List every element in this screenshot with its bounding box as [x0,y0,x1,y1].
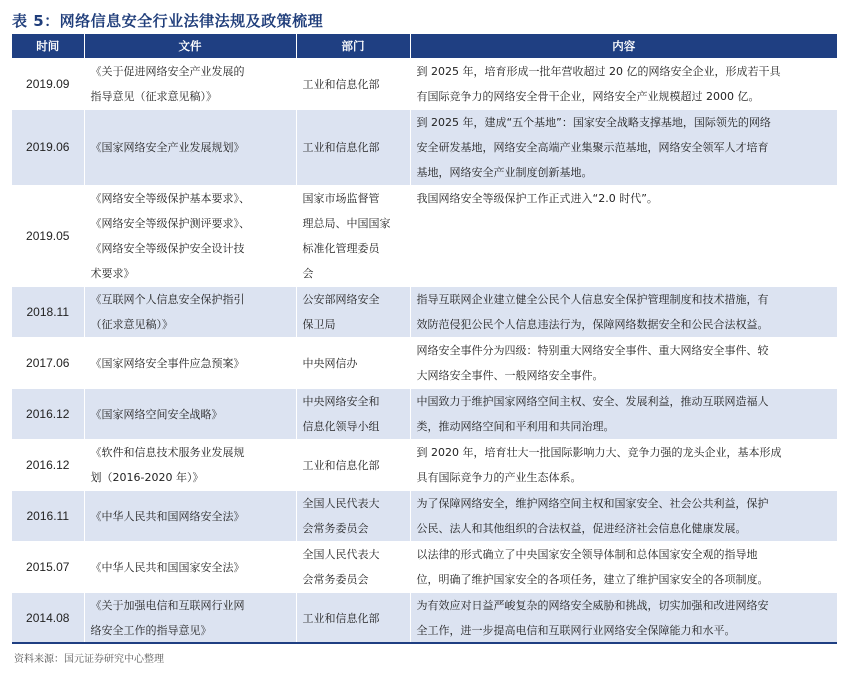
document-line: 《网络安全等级保护安全设计技 [90,242,245,255]
cell-content [410,186,837,287]
cell-time: 2019.06 [12,110,84,186]
source-note: 资料来源：国元证券研究中心整理 [14,654,164,665]
table-body [12,59,837,644]
cell-content [410,491,837,542]
document-line: 络安全工作的指导意见》 [90,624,212,637]
content-line: 到 2025 年，建成“五个基地”：国家安全战略支撑基地，国际领先的网络 [416,116,771,129]
cell-document [84,186,296,287]
content-line: 公民、法人和其他组织的合法权益，促进经济社会信息化健康发展。 [416,522,747,535]
department-line: 公安部网络安全 [302,293,380,306]
cell-department [296,542,410,593]
cell-time: 2016.12 [12,389,84,440]
content-line: 大网络安全事件、一般网络安全事件。 [416,369,604,382]
document-line: 《网络安全等级保护测评要求》、 [90,217,250,230]
table-row [12,542,837,593]
cell-department [296,186,410,287]
header-department: 部门 [296,34,410,59]
policy-table [12,34,837,643]
department-line: 理总局、中国国家 [302,217,391,230]
document-line: 《国家网络安全事件应急预案》 [90,356,245,370]
document-line: （征求意见稿）》 [90,318,173,331]
content-line: 到 2020 年，培育壮大一批国际影响力大、竞争力强的龙头企业，基本形成 [416,446,782,459]
department-line: 会常务委员会 [302,522,369,535]
department-line: 工业和信息化部 [302,458,380,472]
cell-document [84,389,296,440]
department-line: 中央网络安全和 [302,395,380,408]
cell-time: 2016.11 [12,491,84,542]
header-content: 内容 [410,34,837,59]
cell-document [84,542,296,593]
content-line: 为了保障网络安全，维护网络空间主权和国家安全、社会公共利益，保护 [416,497,769,510]
document-line: 《中华人民共和国网络安全法》 [90,509,245,523]
table-row [12,338,837,389]
department-line: 中央网信办 [302,356,358,370]
cell-document [84,287,296,338]
department-line: 工业和信息化部 [302,141,380,154]
table-row [12,186,837,287]
cell-document [84,440,296,491]
cell-department [296,287,410,338]
cell-content [410,110,837,186]
department-line: 标准化管理委员 [302,242,380,255]
document-line: 《关于促进网络安全产业发展的 [90,65,245,78]
content-line: 类，推动网络空间和平利用和共同治理。 [416,420,615,433]
department-line: 信息化领导小组 [302,420,380,433]
document-line: 《国家网络空间安全战略》 [90,407,223,421]
cell-time: 2019.09 [12,59,84,110]
table-row [12,491,837,542]
content-line: 网络安全事件分为四级：特别重大网络安全事件、重大网络安全事件、较 [416,344,769,357]
document-line: 术要求》 [90,267,135,280]
cell-document [84,593,296,644]
content-line: 效防范侵犯公民个人信息违法行为，保障网络数据安全和公民合法权益。 [416,318,769,331]
department-line: 工业和信息化部 [302,77,380,91]
document-line: 《中华人民共和国国家安全法》 [90,560,245,574]
cell-content [410,59,837,110]
cell-content [410,389,837,440]
table-row [12,287,837,338]
cell-time: 2018.11 [12,287,84,338]
cell-department [296,338,410,389]
cell-content [410,287,837,338]
cell-department [296,110,410,186]
document-line: 《关于加强电信和互联网行业网 [90,599,245,612]
document-line: 指导意见（征求意见稿）》 [90,90,217,103]
content-line: 指导互联网企业建立健全公民个人信息安全保护管理制度和技术措施，有 [416,293,769,306]
cell-time: 2015.07 [12,542,84,593]
bottom-divider [12,642,837,644]
cell-department [296,593,410,644]
table-row [12,59,837,110]
cell-time: 2017.06 [12,338,84,389]
department-line: 全国人民代表大 [302,497,380,510]
document-line: 《互联网个人信息安全保护指引 [90,293,245,306]
department-line: 保卫局 [302,318,336,331]
cell-document [84,338,296,389]
cell-time: 2019.05 [12,186,84,287]
document-line: 《网络安全等级保护基本要求》、 [90,192,250,205]
cell-time: 2014.08 [12,593,84,644]
department-line: 会常务委员会 [302,573,369,586]
cell-department [296,59,410,110]
table-title: 表 5：网络信息安全行业法律法规及政策梳理 [12,12,324,30]
cell-document [84,110,296,186]
cell-document [84,491,296,542]
cell-content [410,593,837,644]
content-line: 安全研发基地，网络安全高端产业集聚示范基地，网络安全领军人才培育 [416,141,769,154]
content-line: 基地，网络安全产业制度创新基地。 [416,166,593,179]
content-line: 以法律的形式确立了中央国家安全领导体制和总体国家安全观的指导地 [416,548,758,561]
department-line: 会 [302,267,314,280]
content-line: 到 2025 年，培育形成一批年营收超过 20 亿的网络安全企业，形成若干具 [416,65,781,78]
cell-content [410,338,837,389]
document-line: 《国家网络安全产业发展规划》 [90,141,245,154]
content-line: 具有国际竞争力的产业生态体系。 [416,471,582,484]
content-line: 位，明确了维护国家安全的各项任务，建立了维护国家安全的各项制度。 [416,573,769,586]
content-line: 为有效应对日益严峻复杂的网络安全威胁和挑战，切实加强和改进网络安 [416,599,769,612]
document-line: 划（2016-2020 年）》 [90,471,204,484]
cell-department [296,389,410,440]
table-header-row [12,34,837,59]
cell-document [84,59,296,110]
table-row [12,593,837,644]
department-line: 工业和信息化部 [302,611,380,625]
document-line: 《软件和信息技术服务业发展规 [90,446,245,459]
cell-time: 2016.12 [12,440,84,491]
table-row [12,389,837,440]
content-line: 我国网络安全等级保护工作正式进入“2.0 时代”。 [416,192,658,205]
content-line: 有国际竞争力的网络安全骨干企业，网络安全产业规模超过 2000 亿。 [416,90,760,103]
cell-department [296,491,410,542]
cell-content [410,440,837,491]
header-time: 时间 [12,34,84,59]
table-row [12,440,837,491]
table-row [12,110,837,186]
cell-content [410,542,837,593]
department-line: 国家市场监督管 [302,192,380,205]
content-line: 中国致力于维护国家网络空间主权、安全、发展利益，推动互联网造福人 [416,395,769,408]
department-line: 全国人民代表大 [302,548,380,561]
header-document: 文件 [84,34,296,59]
cell-department [296,440,410,491]
content-line: 全工作，进一步提高电信和互联网行业网络安全保障能力和水平。 [416,624,736,637]
